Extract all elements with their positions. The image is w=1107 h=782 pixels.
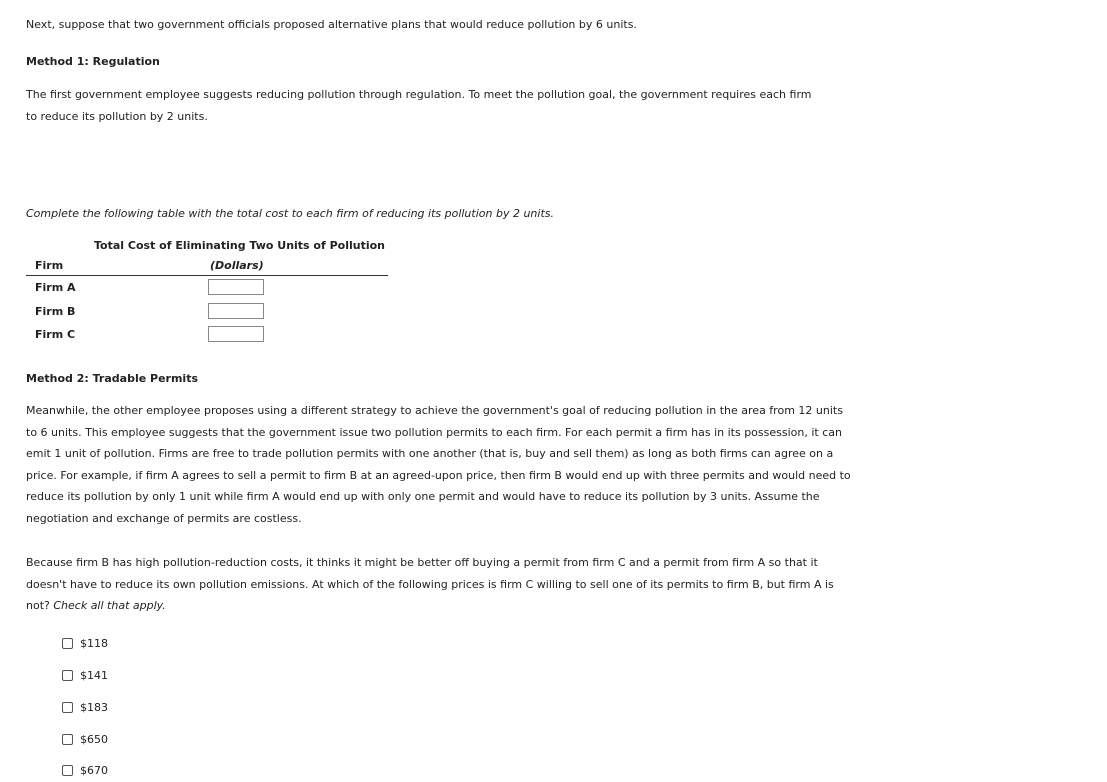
table-header-rule	[26, 275, 388, 276]
question-body: Because firm B has high pollution-reduction costs, it thinks it might be better off buying a permit from firm C and a permit from firm A so that it doesn't have to reduce its own pollution emissions. At which of the following prices is firm C willing to sell one of its permits to firm B, but firm A is not?	[26, 556, 834, 613]
cost-input-firm-a[interactable]	[208, 279, 264, 295]
checkbox[interactable]	[62, 702, 73, 713]
option-label: $118	[80, 636, 108, 650]
method2-heading: Method 2: Tradable Permits	[26, 372, 198, 385]
method1-description: The first government employee suggests reducing pollution through regulation. To meet the pollution goal, the government requires each firm to reduce its pollution by 2 units.	[26, 88, 812, 123]
question-hint: Check all that apply.	[53, 599, 166, 613]
column-header-dollars: (Dollars)	[210, 259, 264, 272]
option-label: $141	[80, 668, 108, 682]
option-118[interactable]	[62, 636, 108, 650]
checkbox[interactable]	[62, 638, 73, 649]
option-183[interactable]	[62, 700, 108, 714]
checkbox[interactable]	[62, 670, 73, 681]
cost-input-firm-c[interactable]	[208, 326, 264, 342]
row-label-firm-a: Firm A	[35, 281, 76, 294]
method1-heading: Method 1: Regulation	[26, 55, 160, 68]
option-label: $670	[80, 763, 108, 777]
checkbox[interactable]	[62, 765, 73, 776]
table-title: Total Cost of Eliminating Two Units of Pollution	[94, 239, 386, 252]
cost-input-firm-b[interactable]	[208, 303, 264, 319]
column-header-firm: Firm	[35, 259, 64, 272]
table-instruction: Complete the following table with the total cost to each firm of reducing its pollution by 2 units.	[26, 207, 554, 220]
checkbox[interactable]	[62, 734, 73, 745]
option-label: $650	[80, 732, 108, 746]
question-text	[26, 552, 836, 617]
row-label-firm-c: Firm C	[35, 328, 76, 341]
option-141[interactable]	[62, 668, 108, 682]
option-650[interactable]	[62, 732, 108, 746]
option-label: $183	[80, 700, 108, 714]
option-670[interactable]	[62, 763, 108, 777]
row-label-firm-b: Firm B	[35, 305, 76, 318]
intro-text: Next, suppose that two government officials proposed alternative plans that would reduce pollution by 6 units.	[26, 18, 637, 31]
method2-description: Meanwhile, the other employee proposes using a different strategy to achieve the government's goal of reducing pollution in the area from 12 units to 6 units. This employee suggests that the government issue two pollution permits to each firm. For each permit a firm has in its possession, it can emit 1 unit of pollution. Firms are free to trade pollution permits with one another (that is, buy and sell them) as long as both firms can agree on a price. For example, if firm A agrees to sell a permit to firm B at an agreed-upon price, then firm B would end up with three permits and would need to reduce its pollution by only 1 unit while firm A would end up with only one permit and would have to reduce its pollution by 3 units. Assume the negotiation and exchange of permits are costless.	[26, 404, 851, 525]
